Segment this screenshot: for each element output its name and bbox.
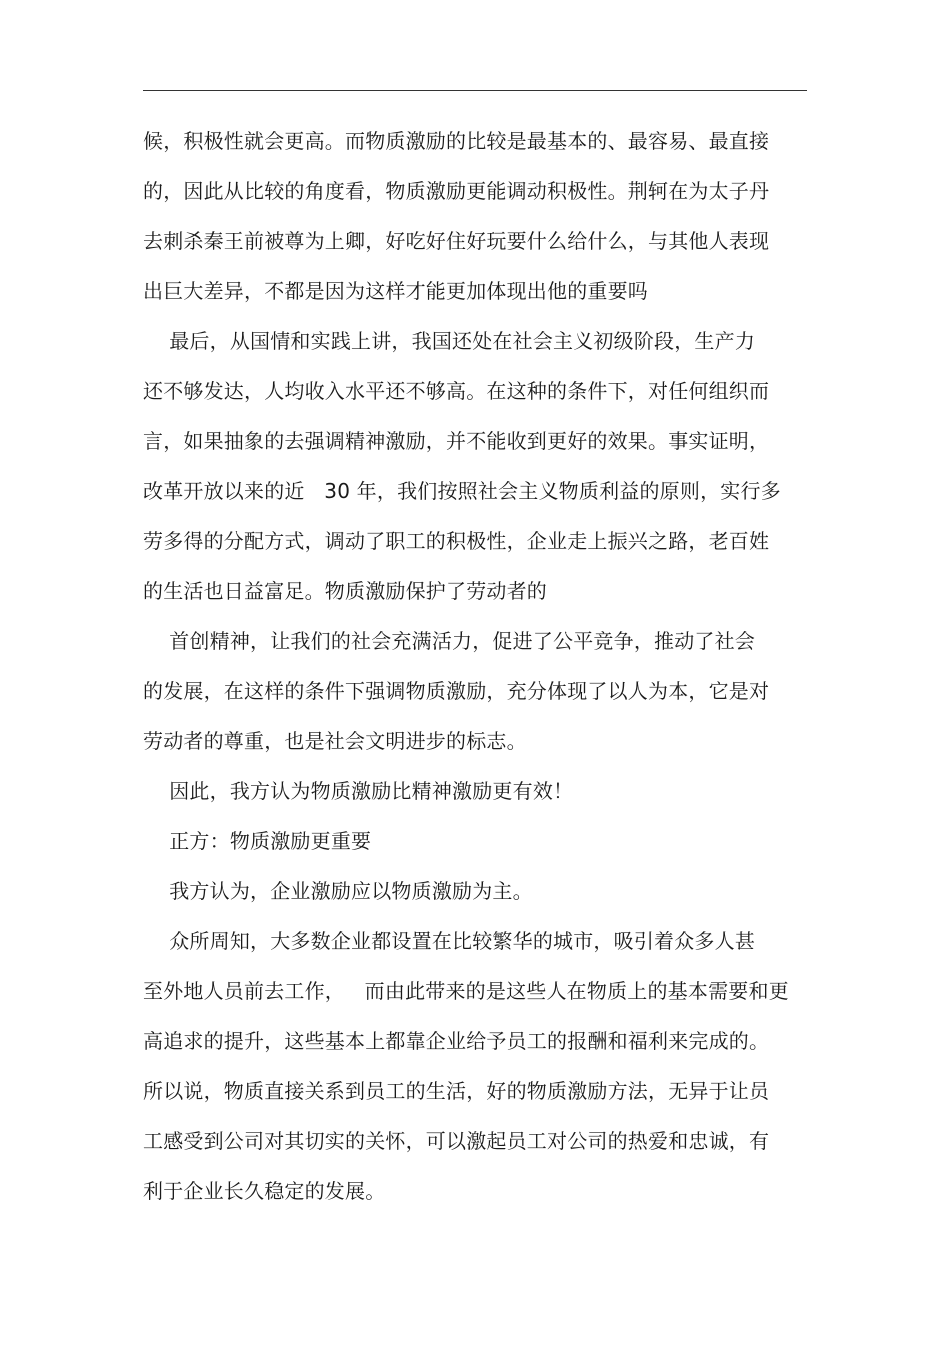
text-line: 去刺杀秦王前被尊为上卿，好吃好住好玩要什么给什么，与其他人表现: [143, 229, 770, 253]
text-line: 最后，从国情和实践上讲，我国还处在社会主义初级阶段，生产力: [143, 329, 756, 353]
text-line: 至外地人员前去工作， 而由此带来的是这些人在物质上的基本需要和更: [143, 979, 789, 1003]
text-line: 高追求的提升，这些基本上都靠企业给予员工的报酬和福利来完成的。: [143, 1029, 770, 1053]
text-line: 正方：物质激励更重要: [143, 829, 372, 853]
text-line: 利于企业长久稳定的发展。: [143, 1179, 386, 1203]
text-line: 我方认为，企业激励应以物质激励为主。: [143, 879, 533, 903]
text-line: 的生活也日益富足。物质激励保护了劳动者的: [143, 579, 547, 603]
text-line: 因此，我方认为物质激励比精神激励更有效！: [143, 779, 574, 803]
text-line: 改革开放以来的近 30 年，我们按照社会主义物质利益的原则，实行多: [143, 479, 781, 503]
text-line: 的，因此从比较的角度看，物质激励更能调动积极性。荆轲在为太子丹: [143, 179, 770, 203]
text-line: 言，如果抽象的去强调精神激励，并不能收到更好的效果。事实证明，: [143, 429, 770, 453]
text-line: 的发展，在这样的条件下强调物质激励，充分体现了以人为本，它是对: [143, 679, 770, 703]
header-rule: [143, 90, 807, 91]
text-line: 出巨大差异，不都是因为这样才能更加体现出他的重要吗: [143, 279, 648, 303]
text-line: 工感受到公司对其切实的关怀，可以激起员工对公司的热爱和忠诚，有: [143, 1129, 770, 1153]
text-line: 首创精神，让我们的社会充满活力，促进了公平竞争，推动了社会: [143, 629, 756, 653]
text-line: 劳多得的分配方式，调动了职工的积极性，企业走上振兴之路，老百姓: [143, 529, 770, 553]
text-line: 劳动者的尊重，也是社会文明进步的标志。: [143, 729, 527, 753]
text-line: 还不够发达，人均收入水平还不够高。在这种的条件下，对任何组织而: [143, 379, 770, 403]
text-line: 众所周知，大多数企业都设置在比较繁华的城市，吸引着众多人甚: [143, 929, 756, 953]
text-line: 所以说，物质直接关系到员工的生活，好的物质激励方法，无异于让员: [143, 1079, 770, 1103]
text-line: 候，积极性就会更高。而物质激励的比较是最基本的、最容易、最直接: [143, 129, 770, 153]
